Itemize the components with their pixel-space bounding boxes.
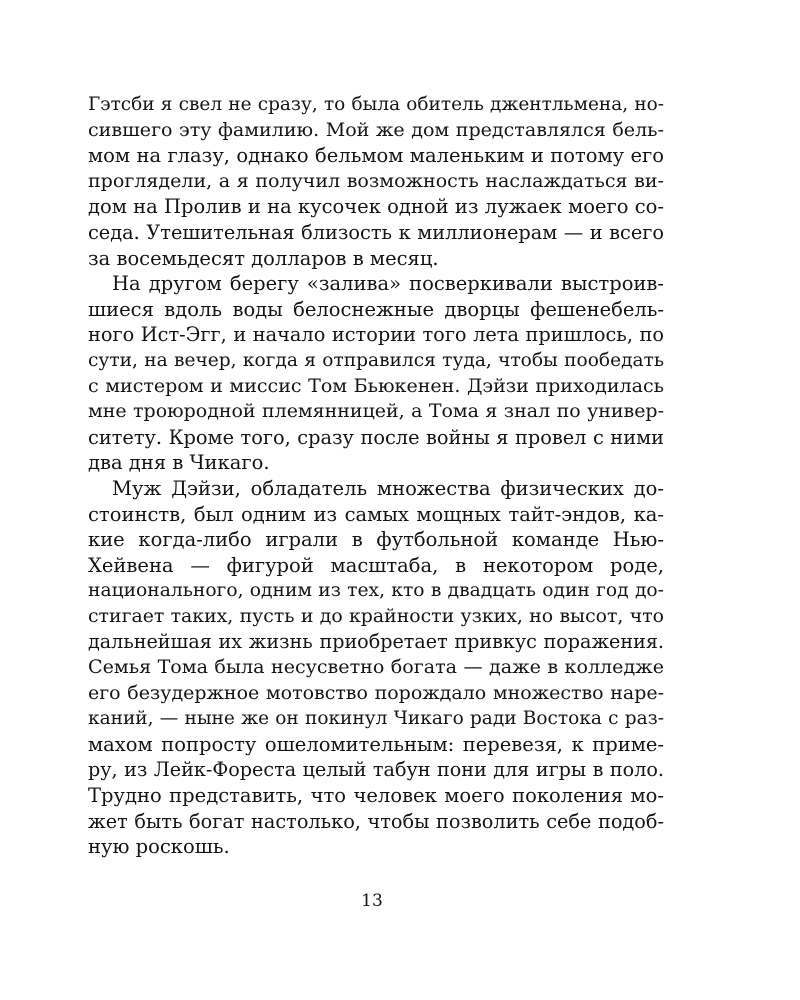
text-line: ру, из Лейк-Фореста целый табун пони для игры в поло. [88,758,664,782]
text-line: дальнейшая их жизнь приобретает привкус поражения. [88,630,664,654]
body-text [88,92,664,860]
text-line: за восемьдесят долларов в месяц. [88,246,439,270]
text-line: шиеся вдоль воды белоснежные дворцы фешенебель- [88,297,664,321]
text-line: Муж Дэйзи, обладатель множества физических до- [112,476,664,500]
text-line: Трудно представить, что человек моего поколения мо- [88,784,664,808]
text-line: кие когда-либо играли в футбольной команде Нью- [88,528,664,552]
text-line: Гэтсби я свел не сразу, то была обитель джентльмена, но- [88,94,664,115]
text-line: сившего эту фамилию. Мой же дом представлялся бель- [88,118,664,141]
text-line: проглядели, а я получил возможность наслаждаться ви- [88,169,664,192]
text-line: ного Ист-Эгг, и начало истории того лета пришлось, по [88,323,664,347]
text-line: мне троюродной племянницей, а Тома я знал по универ- [88,400,664,423]
text-line: мом на глазу, однако бельмом маленьким и потому его [88,144,664,168]
text-line: с мистером и миссис Том Бьюкенен. Дэйзи приходилась [88,374,664,397]
text-line: сути, на вечер, когда я отправился туда, чтобы пообедать [88,349,664,371]
text-line: Семья Тома была несусветно богата — даже в колледже [88,656,664,679]
text-line: жет быть богат настолько, чтобы позволить себе подоб- [88,809,664,833]
text-line: стоинств, был одним из самых мощных тайт-эндов, ка- [88,502,664,526]
text-line: два дня в Чикаго. [88,451,270,475]
text-line: седа. Утешительная близость к миллионерам — и всего [88,220,664,244]
text-line: национального, одним из тех, кто в двадцать один год до- [88,580,664,602]
text-line: ную роскошь. [88,835,230,859]
text-line: ситету. Кроме того, сразу после войны я провел с ними [88,425,664,449]
text-line: На другом берегу «залива» посверкивали выстроив- [112,272,664,296]
page-number: 13 [361,891,383,911]
text-line: каний, — ныне же он покинул Чикаго ради Востока с раз- [88,708,664,730]
text-line: Хейвена — фигурой масштаба, в некотором роде, [88,553,664,577]
text-line: махом попросту ошеломительным: перевезя, к приме- [88,732,664,756]
text-line: его безудержное мотовство порождало множество наре- [88,681,664,704]
text-line: дом на Пролив и на кусочек одной из лужаек моего со- [88,195,664,219]
text-line: стигает таких, пусть и до крайности узких, но высот, что [88,604,664,627]
